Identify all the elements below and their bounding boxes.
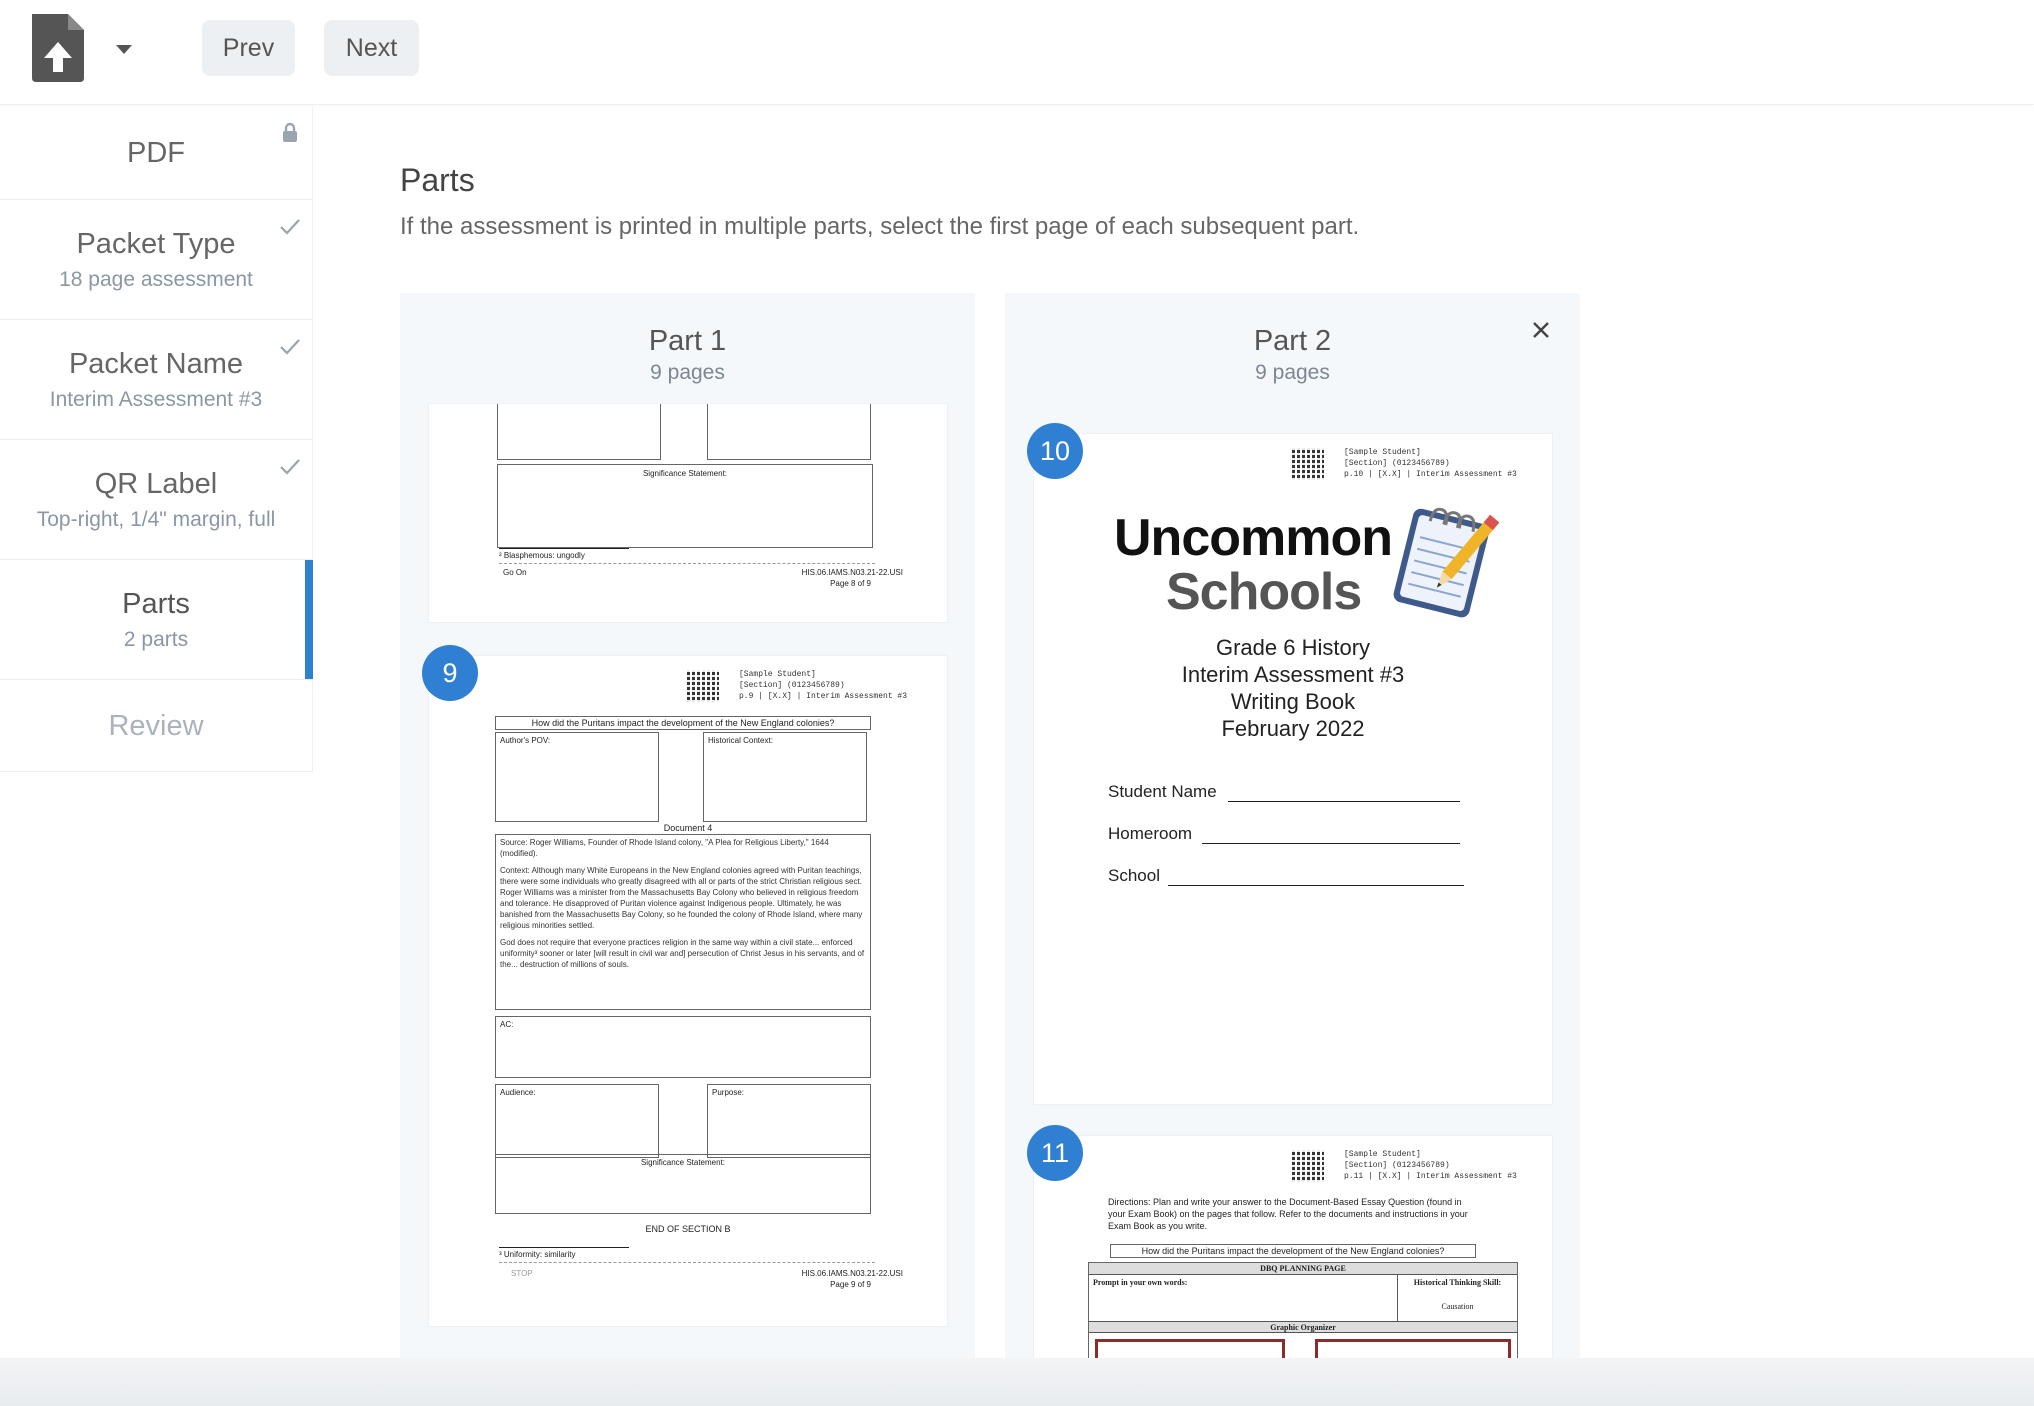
page-title: Parts xyxy=(400,162,475,198)
qr-label-line: p.9 | [X.X] | Interim Assessment #3 xyxy=(739,692,908,701)
window-bottom-edge xyxy=(0,1358,2034,1406)
step-qr-label[interactable] xyxy=(0,440,312,560)
page-thumbnail-10[interactable] xyxy=(1033,433,1553,1105)
part-header xyxy=(400,323,975,387)
significance-box xyxy=(495,1154,871,1214)
organizer-title-bar xyxy=(1089,1321,1517,1333)
check-icon xyxy=(278,214,302,238)
part-header xyxy=(1005,323,1580,387)
footer-left: Go On xyxy=(503,568,527,577)
qr-label-line: [Section] (0123456789) xyxy=(1344,1161,1450,1170)
school-label: School xyxy=(1108,866,1160,885)
qr-label-line: [Sample Student] xyxy=(1344,1150,1421,1159)
skill-label: Historical Thinking Skill: xyxy=(1413,1278,1502,1287)
qr-label-line: [Section] (0123456789) xyxy=(739,681,845,690)
historical-context-label: Historical Context: xyxy=(708,736,773,745)
prompt-label: Prompt in your own words: xyxy=(1093,1278,1188,1287)
qr-label-line: [Sample Student] xyxy=(739,670,816,679)
footer-code: HIS.06.IAMS.N03.21-22.USI xyxy=(801,1269,903,1278)
significance-label: Significance Statement: xyxy=(640,1158,726,1167)
question-box xyxy=(495,716,871,730)
audience-label: Audience: xyxy=(500,1088,536,1097)
directions-text: Directions: Plan and write your answer to the Document-Based Essay Question (found in your Exam Book) on the pages that follow. Refer to the documents and instructions in your Exam Book as you write. xyxy=(1108,1197,1468,1231)
question-box xyxy=(1110,1244,1476,1258)
step-review[interactable] xyxy=(0,680,312,772)
prev-button[interactable]: Prev xyxy=(202,20,295,76)
step-title: Review xyxy=(108,709,204,742)
page-thumbnail-8[interactable] xyxy=(428,403,948,623)
school-line xyxy=(1168,885,1464,886)
question-text: How did the Puritans impact the development of the New England colonies? xyxy=(1141,1246,1445,1256)
logo-line-1: Uncommon xyxy=(1114,509,1392,567)
file-upload-icon[interactable] xyxy=(28,14,88,82)
student-name-label: Student Name xyxy=(1108,782,1217,801)
page-thumbnail-9[interactable] xyxy=(428,655,948,1327)
qr-code xyxy=(1292,448,1324,480)
homeroom-label: Homeroom xyxy=(1108,824,1193,843)
step-packet-type[interactable] xyxy=(0,200,312,320)
page-number-badge: 11 xyxy=(1027,1125,1083,1181)
skill-cell xyxy=(1397,1275,1517,1321)
audience-box xyxy=(495,1084,659,1158)
footer-rule xyxy=(499,563,875,564)
document-box xyxy=(495,834,871,1010)
part-name: Part 2 xyxy=(1253,325,1332,357)
check-icon xyxy=(278,454,302,478)
step-subtitle: 18 page assessment xyxy=(59,267,253,291)
step-packet-name[interactable] xyxy=(0,320,312,440)
purpose-box xyxy=(707,1084,871,1158)
step-pdf[interactable] xyxy=(0,107,312,200)
cover-title-line: February 2022 xyxy=(1221,716,1365,741)
historical-context-box xyxy=(703,732,867,822)
top-toolbar xyxy=(0,0,2034,105)
document-source: Source: Roger Williams, Founder of Rhode Island colony, "A Plea for Religious Liberty," 1644 (modified). xyxy=(500,838,829,858)
step-title: Packet Type xyxy=(76,227,236,260)
authors-pov-label: Author's POV: xyxy=(500,736,551,745)
cover-title-line: Interim Assessment #3 xyxy=(1181,662,1405,687)
end-of-section: END OF SECTION B xyxy=(645,1224,731,1234)
document-quote: God does not require that everyone practices religion in the same way within a civil state... enforced uniformity³ sooner or later [will result in civil war and] persecution of Christ Jesus in his servants, and of the... destruction of millions of souls. xyxy=(500,938,865,969)
next-button[interactable]: Next xyxy=(324,20,419,76)
purpose-label: Purpose: xyxy=(712,1088,745,1097)
footnote: ² Blasphemous: ungodly xyxy=(499,551,585,560)
answer-box xyxy=(707,403,871,460)
significance-box xyxy=(497,464,873,548)
qr-label-line: p.11 | [X.X] | Interim Assessment #3 xyxy=(1344,1172,1517,1181)
step-parts[interactable] xyxy=(0,560,312,680)
homeroom-line xyxy=(1202,843,1460,844)
qr-label-line: p.10 | [X.X] | Interim Assessment #3 xyxy=(1344,470,1517,479)
footer-left: STOP xyxy=(511,1269,533,1278)
qr-label-line: [Section] (0123456789) xyxy=(1344,459,1450,468)
part-name: Part 1 xyxy=(648,325,727,357)
step-title: Parts xyxy=(122,587,190,620)
document-label: Document 4 xyxy=(663,823,713,833)
logo-line-2: Schools xyxy=(1166,563,1362,621)
main-content xyxy=(400,160,2000,244)
footer-page: Page 9 of 9 xyxy=(830,1280,871,1289)
footnote: ³ Uniformity: similarity xyxy=(499,1250,576,1259)
lock-icon xyxy=(278,121,302,145)
part-page-count: 9 pages xyxy=(1255,361,1330,384)
cover-title-line: Grade 6 History xyxy=(1215,635,1371,660)
qr-code xyxy=(687,670,719,702)
footer-rule xyxy=(499,1262,875,1263)
notepad-pencil-icon xyxy=(1380,500,1510,630)
part-page-count: 9 pages xyxy=(650,361,725,384)
footnote-rule xyxy=(499,1247,629,1248)
authors-pov-box xyxy=(495,732,659,822)
step-subtitle: Interim Assessment #3 xyxy=(49,387,263,411)
step-subtitle: Top-right, 1/4" margin, full xyxy=(36,507,276,531)
qr-label-line: [Sample Student] xyxy=(1344,448,1421,457)
skill-value: Causation xyxy=(1441,1302,1474,1311)
footer-page: Page 8 of 9 xyxy=(830,579,871,588)
close-icon[interactable] xyxy=(1524,313,1558,347)
steps-sidebar xyxy=(0,107,313,772)
part-1-column xyxy=(400,293,975,1358)
organizer-cell xyxy=(1315,1339,1511,1358)
question-text: How did the Puritans impact the development of the New England colonies? xyxy=(531,718,835,728)
ac-box xyxy=(495,1016,871,1078)
step-title: Packet Name xyxy=(68,347,244,380)
caret-down-icon[interactable] xyxy=(112,40,136,58)
organizer-cell xyxy=(1095,1339,1285,1358)
planning-title-bar xyxy=(1089,1263,1517,1275)
answer-box xyxy=(497,403,661,460)
ac-label: AC: xyxy=(500,1020,514,1029)
planning-table xyxy=(1088,1262,1518,1358)
qr-code xyxy=(1292,1150,1324,1182)
step-subtitle: 2 parts xyxy=(123,627,189,651)
planning-title: DBQ PLANNING PAGE xyxy=(1260,1264,1346,1273)
significance-label: Significance Statement: xyxy=(642,469,728,478)
footer-code: HIS.06.IAMS.N03.21-22.USI xyxy=(801,568,903,577)
part-2-column xyxy=(1005,293,1580,1358)
page-description: If the assessment is printed in multiple parts, select the first page of each subsequent part. xyxy=(400,213,1360,240)
student-name-line xyxy=(1228,801,1460,802)
page-number-badge: 9 xyxy=(422,645,478,701)
step-title: PDF xyxy=(127,137,185,169)
page-number-badge: 10 xyxy=(1027,423,1083,479)
step-title: QR Label xyxy=(94,467,218,500)
page-thumbnail-11[interactable] xyxy=(1033,1135,1553,1358)
footnote-rule xyxy=(499,548,629,549)
cover-title-line: Writing Book xyxy=(1230,689,1356,714)
organizer-title: Graphic Organizer xyxy=(1270,1323,1336,1332)
check-icon xyxy=(278,334,302,358)
document-context: Context: Although many White Europeans in the New England colonies agreed with Puritan teachings, there were some individuals who greatly disagreed with all or parts of the strict Christian religious sect. Roger Williams was a minister from the Massachusetts Bay Colony who believed in religious freedom and tolerance. He disapproved of Puritan violence against Indigenous people. Ultimately, he was banished from the Massachusetts Bay Colony, so he founded the colony of Rhode Island, where many religious minorities settled. xyxy=(500,866,863,930)
